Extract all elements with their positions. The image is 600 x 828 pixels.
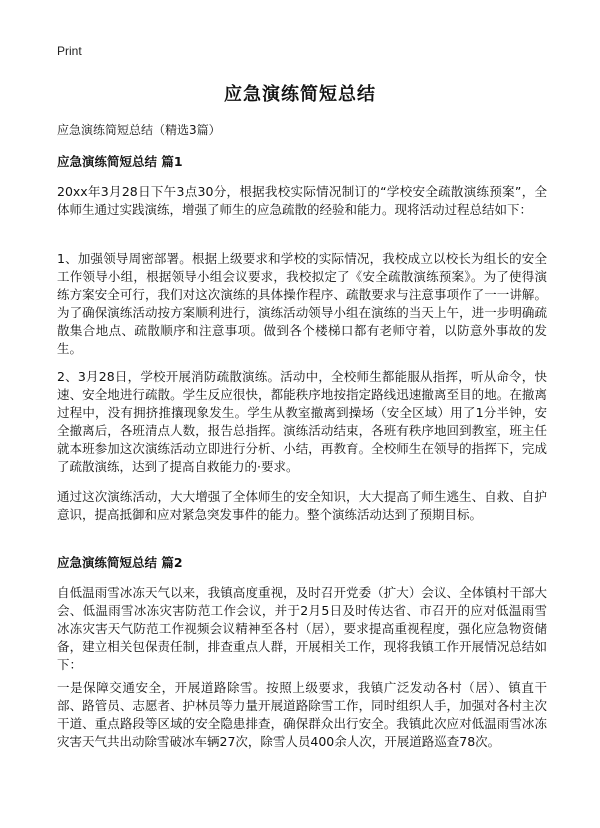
section-1-heading: 应急演练简短总结 篇1	[57, 154, 183, 169]
section-2-paragraph-1: 自低温雨雪冰冻天气以来，我镇高度重视，及时召开党委（扩大）会议、全体镇村干部大会、低温雨雪冰冻灾害防范工作会议，并于2月5日及时传达省、市召开的应对低温雨雪冰冻灾害天气防范工作视频会议精神至各村（居），要求提高重视程度，强化应急物资储备，建立相关包保责任制，排查重点人群，开展相关工作，现将我镇工作开展情况总结如下：	[57, 585, 547, 672]
section-1-paragraph-3: 2、3月28日，学校开展消防疏散演练。活动中，全校师生都能服从指挥，听从命令，快速、安全地进行疏散。学生反应很快，都能秩序地按指定路线迅速撤离至目的地。在撤离过程中，没有拥挤推攘现象发生。学生从教室撤离到操场（安全区域）用了1分半钟，安全撤离后，各班清点人数，报告总指挥。演练活动结束，各班有秩序地回到教室，班主任就本班参加这次演练活动立即进行分析、小结，再教育。全校师生在领导的指挥下，完成了疏散演练，达到了提高自救能力的·要求。	[57, 369, 547, 474]
document-subtitle: 应急演练简短总结（精选3篇）	[57, 123, 221, 137]
page-title: 应急演练简短总结	[224, 84, 376, 105]
section-2-heading: 应急演练简短总结 篇2	[57, 555, 183, 570]
section-2-paragraph-2: 一是保障交通安全，开展道路除雪。按照上级要求，我镇广泛发动各村（居）、镇直干部、路管员、志愿者、护林员等力量开展道路除雪工作，同时组织人手，加强对各村主次干道、重点路段等区域的安全隐患排查，确保群众出行安全。我镇此次应对低温雨雪冰冻灾害天气共出动除雪破冰车辆27次，除雪人员400余人次，开展道路巡查78次。	[57, 680, 547, 749]
print-label[interactable]: Print	[57, 44, 82, 58]
section-1-paragraph-4: 通过这次演练活动，大大增强了全体师生的安全知识，大大提高了师生逃生、自救、自护意识，提高抵御和应对紧急突发事件的能力。整个演练活动达到了预期目标。	[57, 489, 547, 522]
section-1-paragraph-2: 1、加强领导周密部署。根据上级要求和学校的实际情况，我校成立以校长为组长的安全工作领导小组，根据领导小组会议要求，我校拟定了《安全疏散演练预案》。为了使得演练方案安全可行，我们对这次演练的具体操作程序、疏散要求与注意事项作了一一讲解。为了确保演练活动按方案顺利进行，演练活动领导小组在演练的当天上午，进一步明确疏散集合地点、疏散顺序和注意事项。做到各个楼梯口都有老师守着，以防意外事故的发生。	[57, 251, 547, 356]
section-1-paragraph-1: 20xx年3月28日下午3点30分，根据我校实际情况制订的“学校安全疏散演练预案”，全体师生通过实践演练，增强了师生的应急疏散的经验和能力。现将活动过程总结如下：	[57, 184, 547, 217]
